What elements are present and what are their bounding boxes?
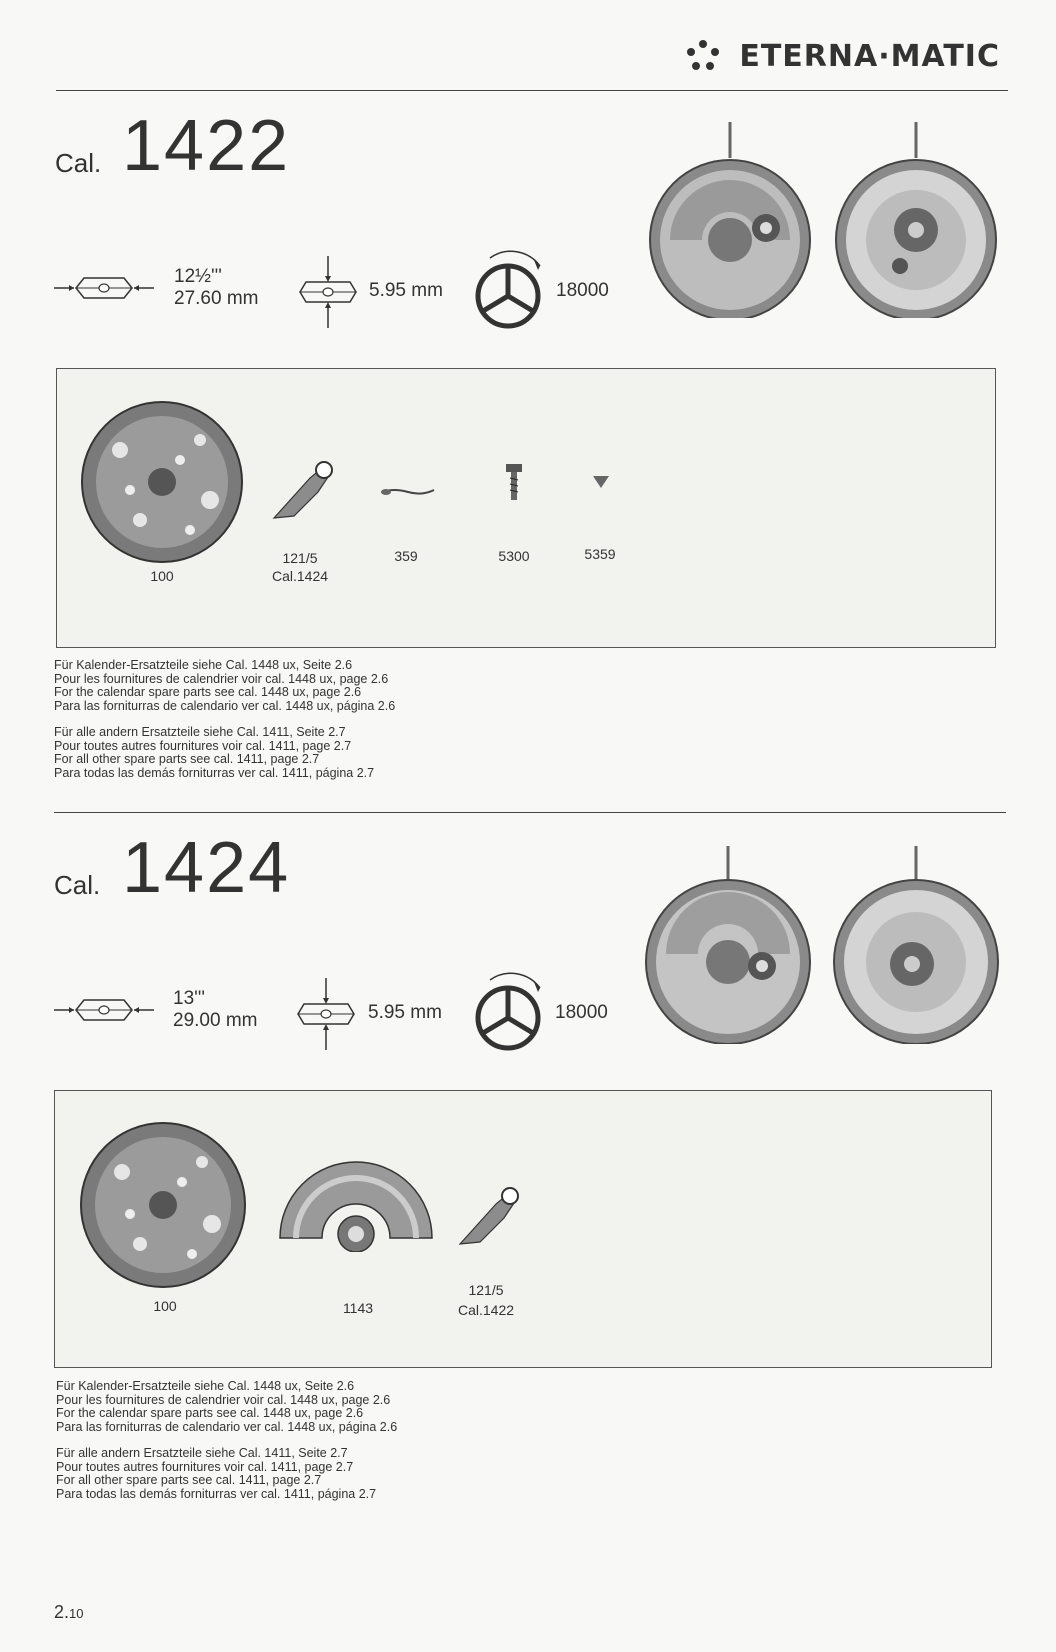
cal-number: 1424	[122, 828, 291, 908]
part-sublabel: Cal.1422	[457, 1302, 515, 1318]
part-1143-rotor-image	[276, 1152, 436, 1252]
notes-calendar: Für Kalender-Ersatzteile siehe Cal. 1448 ux, Seite 2.6 Pour les fournitures de calendrier voir cal. 1448 ux, page 2.6 For the calendar spare parts see cal. 1448 ux, page 2.6 Para las forniturras de calendario ver cal. 1448 ux, página 2.6	[56, 1379, 398, 1434]
balance-wheel-icon	[472, 972, 548, 1054]
movement-dial-side-photo	[832, 118, 1002, 318]
frequency-value: 18000	[555, 1002, 608, 1023]
part-100-image	[80, 400, 244, 564]
size-fraction: 12½'''	[174, 266, 222, 287]
diameter-value: 27.60 mm	[174, 288, 259, 309]
part-121-5-image	[270, 458, 336, 522]
part-100-image	[78, 1120, 248, 1290]
eterna-logo-icon	[685, 38, 721, 74]
part-5300-screw-image	[504, 464, 524, 502]
height-value: 5.95 mm	[369, 280, 443, 301]
cal-number: 1422	[122, 106, 291, 186]
section-divider	[54, 812, 1006, 813]
part-121-5-image	[456, 1184, 522, 1248]
part-label: 5359	[584, 546, 616, 562]
page-number: 2.10	[54, 1602, 84, 1622]
part-label: 5300	[498, 548, 530, 564]
notes-other: Für alle andern Ersatzteile siehe Cal. 1411, Seite 2.7 Pour toutes autres fournitures voir cal. 1411, page 2.7 For all other spare parts see cal. 1411, page 2.7 Para todas las demás forniturras ver cal. 1411, página 2.7	[56, 1446, 377, 1501]
brand-name: ETERNA·MATIC	[739, 38, 1000, 74]
movement-front-photo	[642, 842, 818, 1044]
frequency-value: 18000	[556, 280, 609, 301]
part-5359-image	[592, 474, 610, 490]
diameter-value: 29.00 mm	[173, 1010, 258, 1031]
notes-other: Für alle andern Ersatzteile siehe Cal. 1411, Seite 2.7 Pour toutes autres fournitures voir cal. 1411, page 2.7 For all other spare parts see cal. 1411, page 2.7 Para todas las demás forniturras ver cal. 1411, página 2.7	[54, 725, 375, 780]
cal-label: Cal.	[54, 870, 101, 900]
height-value: 5.95 mm	[368, 1002, 442, 1023]
diameter-icon	[54, 994, 154, 1026]
movement-front-photo	[648, 118, 818, 318]
part-359-image	[380, 484, 436, 500]
part-label: 359	[394, 548, 418, 564]
part-label: 121/5	[468, 1282, 504, 1298]
balance-wheel-icon	[472, 250, 548, 332]
diameter-icon	[54, 272, 154, 304]
header-rule	[56, 90, 1008, 91]
brand-header	[685, 38, 1000, 74]
part-label: 1143	[342, 1300, 374, 1316]
height-icon	[296, 978, 356, 1050]
part-label: 100	[153, 1298, 177, 1314]
movement-dial-side-photo	[828, 842, 1004, 1044]
height-icon	[298, 256, 358, 328]
part-label: 121/5	[282, 550, 318, 566]
notes-calendar: Für Kalender-Ersatzteile siehe Cal. 1448 ux, Seite 2.6 Pour les fournitures de calendrier voir cal. 1448 ux, page 2.6 For the calendar spare parts see cal. 1448 ux, page 2.6 Para las forniturras de calendario ver cal. 1448 ux, página 2.6	[54, 658, 396, 713]
size-fraction: 13'''	[173, 988, 206, 1009]
part-sublabel: Cal.1424	[271, 568, 329, 584]
cal-label: Cal.	[55, 148, 102, 178]
part-label: 100	[150, 568, 174, 584]
